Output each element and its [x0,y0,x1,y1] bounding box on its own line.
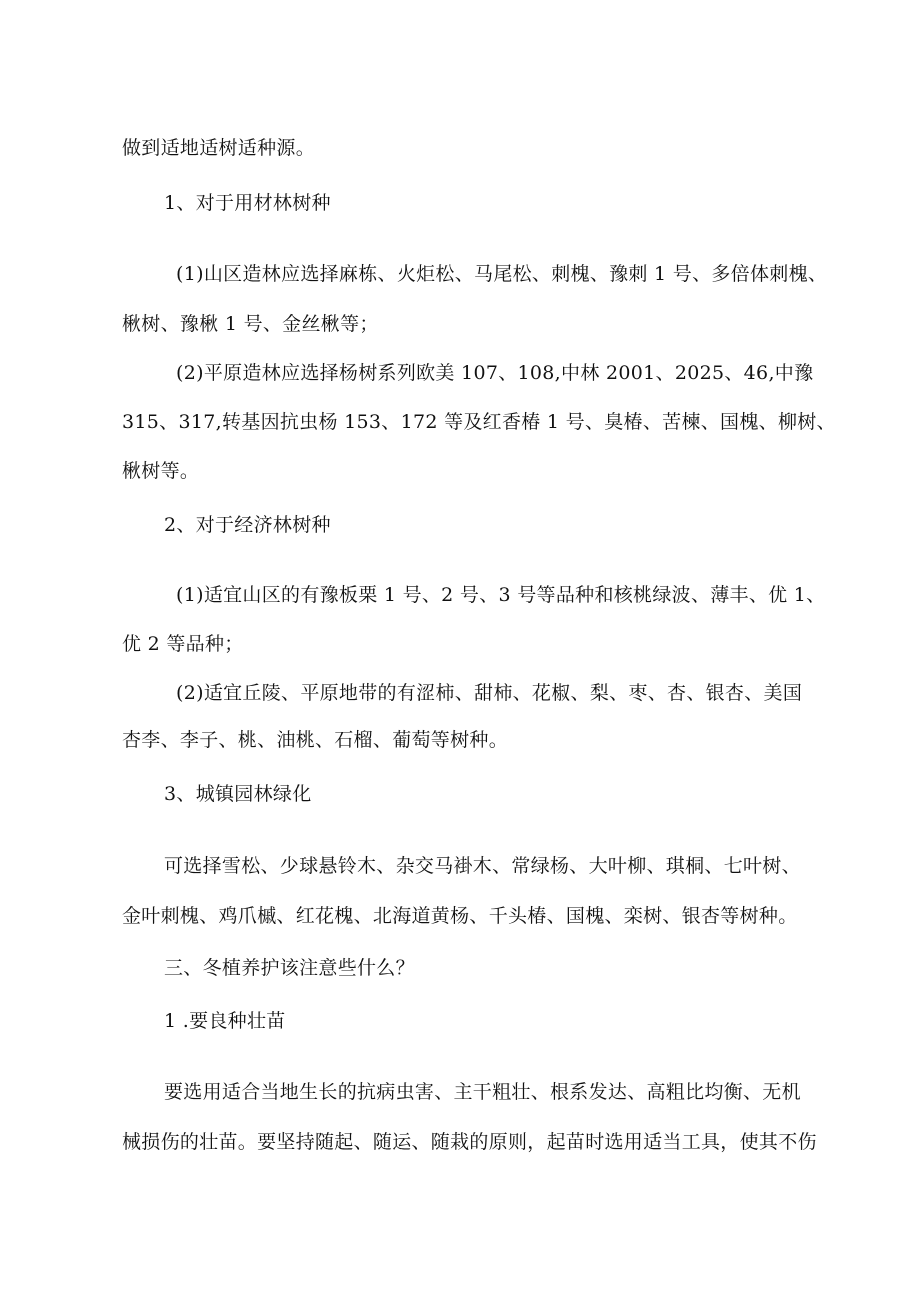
text-line: 杏李、李子、桃、油桃、石榴、葡萄等树种。 [122,729,509,751]
text-line: 315、317,转基因抗虫杨 153、172 等及红香椿 1 号、臭椿、苦楝、国槐、柳树、 [122,411,836,433]
text-line: (2)平原造林应选择杨树系列欧美 107、108,中林 2001、2025、46,中豫 [176,362,814,384]
section-heading: 1、对于用材林树种 [164,192,331,214]
text-line: 做到适地适树适种源。 [122,137,316,159]
section-heading: 3、城镇园林绿化 [164,783,312,805]
text-line: 楸树、豫楸 1 号、金丝楸等； [122,313,379,335]
text-line: (1)山区造林应选择麻栋、火炬松、马尾松、刺槐、豫刺 1 号、多倍体刺槐、 [176,263,828,285]
section-heading: 三、冬植养护该注意些什么？ [164,957,415,979]
text-line: 械损伤的壮苗。要坚持随起、随运、随栽的原则，起苗时选用适当工具，使其不伤 [122,1131,817,1153]
text-line: (1)适宜山区的有豫板栗 1 号、2 号、3 号等品种和核桃绿波、薄丰、优 1、 [176,584,826,606]
text-line: (2)适宜丘陵、平原地带的有涩柿、甜柿、花椒、梨、枣、杏、银杏、美国 [176,682,803,704]
section-heading: 2、对于经济林树种 [164,514,331,536]
text-line: 金叶刺槐、鸡爪槭、红花槐、北海道黄杨、千头椿、国槐、栾树、银杏等树种。 [122,905,798,927]
section-heading: 1 .要良种壮苗 [164,1010,286,1032]
text-line: 优 2 等品种； [122,633,244,655]
text-line: 可选择雪松、少球悬铃木、杂交马褂木、常绿杨、大叶柳、琪桐、七叶树、 [164,855,801,877]
text-line: 要选用适合当地生长的抗病虫害、主干粗壮、根系发达、高粗比均衡、无机 [164,1081,801,1103]
text-line: 楸树等。 [122,460,200,482]
